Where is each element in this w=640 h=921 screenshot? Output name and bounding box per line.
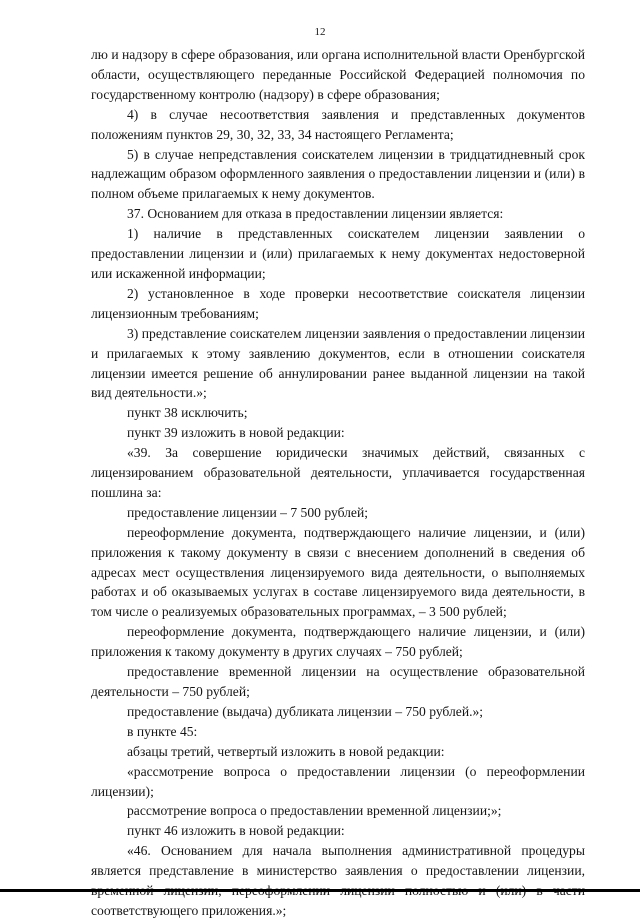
- paragraph: рассмотрение вопроса о предоставлении временной лицензии;»;: [127, 803, 502, 819]
- page-number: 12: [314, 26, 326, 38]
- paragraph: пункт 46 изложить в новой редакции:: [127, 823, 345, 839]
- paragraph: абзацы третий, четвертый изложить в новой редакции:: [127, 743, 445, 759]
- paragraph: пункт 38 исключить;: [127, 405, 248, 421]
- paragraph: «46. Основанием для начала выполнения административной процедуры является представление в министерство заявления о предоставлении лицензии, соответствующего приложения.»;: [91, 843, 585, 918]
- paragraph: в пункте 45:: [127, 723, 198, 739]
- paragraph: 4) в случае несоответствия заявления и представленных документов положениям пунктов 29, 30, 32, 33, 34 настоящего Регламента;: [91, 106, 585, 142]
- page-body: [91, 45, 585, 921]
- paragraph: 1) наличие в представленных соискателем лицензии заявлении о предоставлении лицензии и (или) прилагаемых к нему документах недостоверной или искаженной информации;: [91, 226, 585, 281]
- paragraph: переоформление документа, подтверждающего наличие лицензии, и (или) приложения к такому документу в других случаях – 750 рублей;: [91, 624, 585, 660]
- paragraph: 3) представление соискателем лицензии заявления о предоставлении лицензии и прилагаемых к этому заявлению документов, если в отношении соискателя лицензии имеется решение об аннулировании ранее выданной лицензии на такой вид деятельности.»;: [91, 325, 585, 401]
- paragraph: 37. Основанием для отказа в предоставлении лицензии является:: [127, 206, 504, 222]
- paragraph: «39. За совершение юридически значимых действий, связанных с лицензированием образовательной деятельности, уплачивается государственная пошлина за:: [91, 445, 585, 500]
- paragraph: предоставление временной лицензии на осуществление образовательной деятельности – 750 рублей;: [91, 664, 585, 699]
- paragraph: пункт 39 изложить в новой редакции:: [127, 425, 345, 441]
- paragraph: 2) установленное в ходе проверки несоответствие соискателя лицензии лицензионным требованиям;: [91, 285, 585, 321]
- paragraph: предоставление лицензии – 7 500 рублей;: [127, 504, 369, 520]
- paragraph: предоставление (выдача) дубликата лицензии – 750 рублей.»;: [127, 703, 484, 719]
- paragraph: 5) в случае непредставления соискателем лицензии в тридцатидневный срок надлежащим образом оформленного заявления о предоставлении лицензии и (или) в полном объеме прилагаемых к нему документов.: [91, 146, 585, 202]
- paragraph: лю и надзору в сфере образования, или органа исполнительной власти Оренбургской области, осуществляющего переданные Российской Федерацией полномочия по государственному контролю (надзору) в сфере образования;: [91, 47, 585, 102]
- bottom-scan-border: [0, 889, 640, 892]
- paragraph: переоформление документа, подтверждающего наличие лицензии, и (или) приложения к такому документу в связи с внесением дополнений в сведения об адресах мест осуществления лицензируемого вида деятельности, о выполняемых работах и об оказываемых услугах в составе лицензируемого вида деятельности, в том числе о реализуемых образовательных программах, – 3 500 рублей;: [91, 524, 585, 620]
- paragraph: «рассмотрение вопроса о предоставлении лицензии (о переоформлении лицензии);: [91, 763, 585, 799]
